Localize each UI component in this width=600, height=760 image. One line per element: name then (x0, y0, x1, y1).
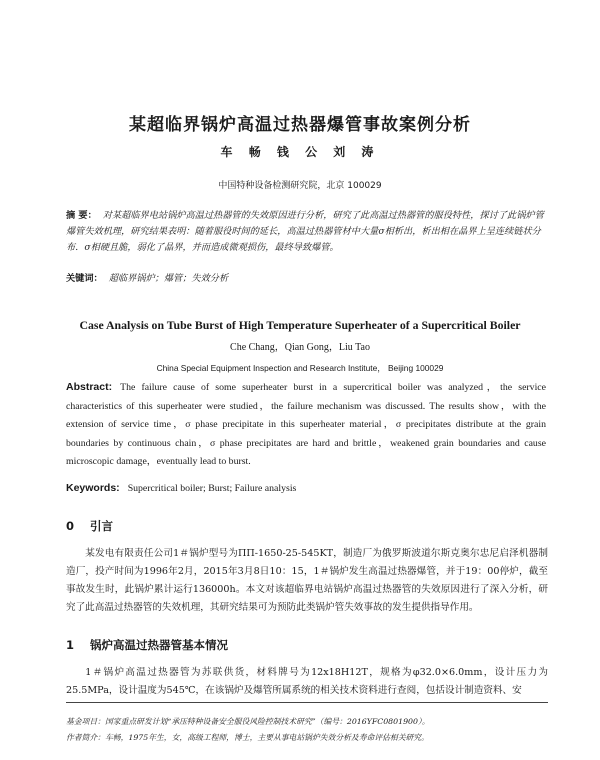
chinese-abstract-text: 对某超临界电站锅炉高温过热器管的失效原因进行分析，研究了此高温过热器管的服役特性，探讨了此锅炉管爆管失效机理，研究结果表明：随着服役时间的延长，高温过热器管材中大量σ相析出，析出相在晶界上呈连续链状分布．σ相硬且脆，弱化了晶界，并而造成微观损伤，最终导致爆管。 (66, 210, 544, 253)
section-title: 锅炉高温过热器管基本情况 (90, 638, 228, 652)
chinese-keywords-label: 关键词： (66, 273, 103, 284)
english-title: Case Analysis on Tube Burst of High Temperature Superheater of a Supercritical Boiler (79, 318, 521, 332)
chinese-abstract-label: 摘 要： (66, 210, 97, 221)
english-authors: Che Chang，Qian Gong，Liu Tao (230, 342, 370, 353)
chinese-affiliation: 中国特种设备检测研究院，北京 100029 (218, 181, 382, 191)
footnote-divider (66, 702, 548, 703)
section-paragraph-superheater-basics: 1＃锅炉高温过热器管为苏联供货，材料牌号为12x18H12T，规格为φ32.0×6.0mm，设计压力为25.5MPa，设计温度为545℃，在该锅炉及爆管所属系统的相关技术资料进行查阅，包括设计制造资料、安 (66, 667, 548, 696)
english-keywords-label: Keywords: (66, 482, 120, 494)
section-paragraph-introduction: 某发电有限责任公司1＃锅炉型号为ПП-1650-25-545KT，制造厂为俄罗斯波道尔斯克奥尔忠尼启泽机器制造厂，投产时间为1996年2月，2015年3月8日10：15，1＃锅炉发生高温过热器爆管，并于19：00停炉，截至事故发生时，此锅炉累计运行136000h。本文对该超临界电站锅炉高温过热器管的失效原因进行了深入分析，研究了此高温过热器管的失效机理，其研究结果可为预防此类锅炉管失效事故的发生提供指导作用。 (66, 548, 548, 613)
section-title: 引言 (90, 519, 113, 533)
english-keywords-text: Supercritical boiler; Burst; Failure analysis (127, 483, 297, 494)
chinese-keywords (66, 270, 546, 284)
chinese-title: 某超临界锅炉高温过热器爆管事故案例分析 (129, 115, 471, 135)
section-heading-introduction (66, 518, 113, 534)
english-abstract (66, 378, 546, 472)
chinese-abstract (66, 208, 546, 256)
chinese-keywords-text: 超临界锅炉；爆管；失效分析 (108, 273, 229, 284)
english-abstract-label: Abstract: (66, 381, 113, 393)
english-affiliation: China Special Equipment Inspection and Research Institute， Beijing 100029 (156, 363, 444, 373)
footnote-author-bio: 作者简介：车畅，1975年生，女，高级工程师，博士，主要从事电站锅炉失效分析及寿命评估相关研究。 (66, 733, 429, 742)
english-abstract-text: The failure cause of some superheater burst in a supercritical boiler was analyzed，the service characteristics of this superheater were studied，the failure mechanism was discussed. The results show，with the extension of service time，σ phase precipitate in this superheater material，σ precipitates distribute at the grain boundaries by continuous chain，σ phase precipitates are hard and brittle，weakened grain boundaries and cause microscopic damage，eventually lead to burst. (66, 382, 546, 467)
chinese-authors: 车 畅 钱 公 刘 涛 (220, 145, 380, 159)
english-keywords (66, 482, 546, 494)
footnote-funding: 基金项目：国家重点研发计划“承压特种设备安全服役风险控制技术研究”（编号：2016YFC0801900）。 (66, 717, 430, 726)
section-heading-superheater-basics (66, 637, 228, 653)
section-number: 1 (66, 638, 75, 652)
section-number: 0 (66, 519, 75, 533)
